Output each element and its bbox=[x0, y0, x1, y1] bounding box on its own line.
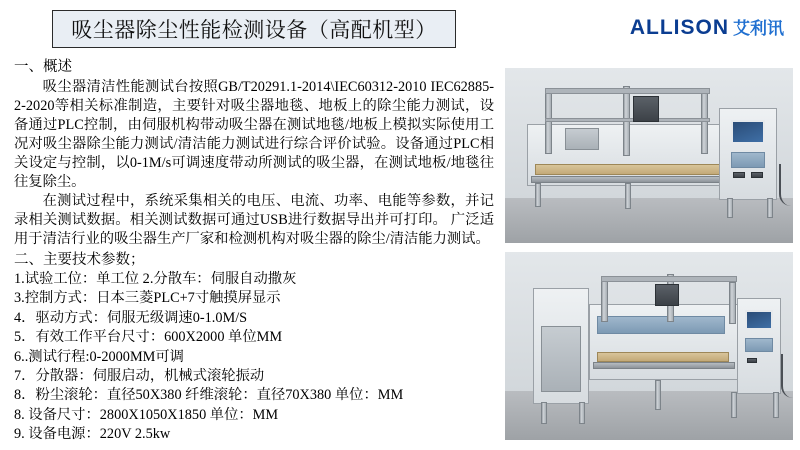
logo-text-cn: 艾利讯 bbox=[733, 19, 784, 38]
specs-heading: 二、主要技术参数； bbox=[14, 252, 145, 268]
gantry-post-right bbox=[701, 92, 708, 154]
cabinet-switch bbox=[747, 358, 757, 363]
dust-disperser-carriage bbox=[655, 284, 679, 306]
list-item: 7．分散器：伺服启动，机械式滚轮振动 bbox=[14, 368, 265, 385]
logo-text-main: ALLISON bbox=[629, 16, 729, 39]
machine-leg-right bbox=[731, 392, 737, 418]
cabinet-panel bbox=[731, 152, 765, 168]
list-item: 1.试验工位：单工位 2.分散车：伺服自动撒灰 bbox=[14, 271, 297, 287]
machine-leg-mid bbox=[625, 183, 631, 209]
list-item: 5．有效工作平台尺寸：600X2000 单位MM bbox=[14, 329, 283, 346]
page-title: 吸尘器除尘性能检测设备（高配机型） bbox=[71, 18, 437, 42]
list-item: 6..测试行程:0-2000MM可调 bbox=[14, 348, 184, 365]
machine-leg-left bbox=[541, 402, 547, 424]
touch-screen-display bbox=[731, 120, 765, 144]
gantry-post-left bbox=[601, 278, 608, 322]
machine-leg-right bbox=[727, 198, 733, 218]
brand-logo bbox=[630, 14, 784, 40]
list-item: 4．驱动方式：伺服无级调速0-1.0M/S bbox=[14, 309, 248, 326]
list-item: 3.控制方式：日本三菱PLC+7寸触摸屏显示 bbox=[14, 290, 281, 307]
gantry-top-beam bbox=[545, 88, 710, 94]
overview-paragraph-2: 在测试过程中，系统采集相关的电压、电流、功率、电能等参数，并记录相关测试数据。相关测试数据可通过USB进行数据导出并可打印。 广泛适用于清洁行业的吸尘器生产厂家和检测机构对吸尘器的除尘/清洁能力测试。 bbox=[14, 193, 494, 247]
overview-paragraph-1: 吸尘器清洁性能测试台按照GB/T20291.1-2014\IEC60312-2010 IEC62885-2-2020等相关标准制造，主要针对吸尘器地毯、地板上的除尘能力测试，设备通过PLC控制，由伺服机构带动吸尘器在测试地毯/地板上模拟实际使用工况对吸尘器除尘能力测试/清洁能力测试进行综合评价试验。设备通过PLC相关设定与控制，以0-1M/s可调速度带动所测试的吸尘器，在测试地板/地毯往往复除尘。 bbox=[14, 79, 494, 190]
overview-heading: 一、概述 bbox=[14, 59, 72, 75]
machine-leg-right-2 bbox=[773, 392, 779, 418]
machine-leg-left bbox=[535, 183, 541, 207]
cabinet-button bbox=[751, 172, 763, 178]
photo-background-floor bbox=[505, 198, 793, 244]
page-title-box bbox=[52, 10, 456, 48]
specs-list bbox=[14, 270, 494, 445]
machine-leg-left-2 bbox=[579, 402, 585, 424]
body-content bbox=[14, 58, 494, 445]
gantry-mid-beam bbox=[545, 118, 710, 122]
cabinet-panel bbox=[745, 338, 773, 352]
machine-upper-panel bbox=[597, 316, 725, 334]
machine-rail bbox=[593, 362, 735, 369]
equipment-photo-side bbox=[505, 252, 793, 440]
cabinet-switch bbox=[733, 172, 745, 178]
machine-leg-right-2 bbox=[767, 198, 773, 218]
gantry-post-right bbox=[729, 282, 736, 324]
machine-leg-mid bbox=[655, 380, 661, 410]
machine-test-platform bbox=[535, 164, 731, 175]
list-item: 8. 设备尺寸：2800X1050X1850 单位：MM bbox=[14, 406, 279, 423]
power-cable bbox=[779, 164, 791, 206]
gantry-top-beam bbox=[601, 276, 737, 282]
touch-screen-display bbox=[745, 310, 773, 330]
list-item: 9. 设备电源：220V 2.5kw bbox=[14, 426, 171, 443]
machine-test-platform bbox=[597, 352, 729, 362]
machine-rail bbox=[531, 176, 737, 183]
vacuum-holder bbox=[565, 128, 599, 150]
dust-disperser-carriage bbox=[633, 96, 659, 122]
left-enclosure-door bbox=[541, 326, 581, 392]
equipment-photo-front bbox=[505, 68, 793, 243]
list-item: 8．粉尘滚轮：直径50X380 纤维滚轮：直径70X380 单位：MM bbox=[14, 387, 404, 404]
power-cable bbox=[781, 354, 793, 398]
gantry-post-left bbox=[545, 90, 552, 154]
